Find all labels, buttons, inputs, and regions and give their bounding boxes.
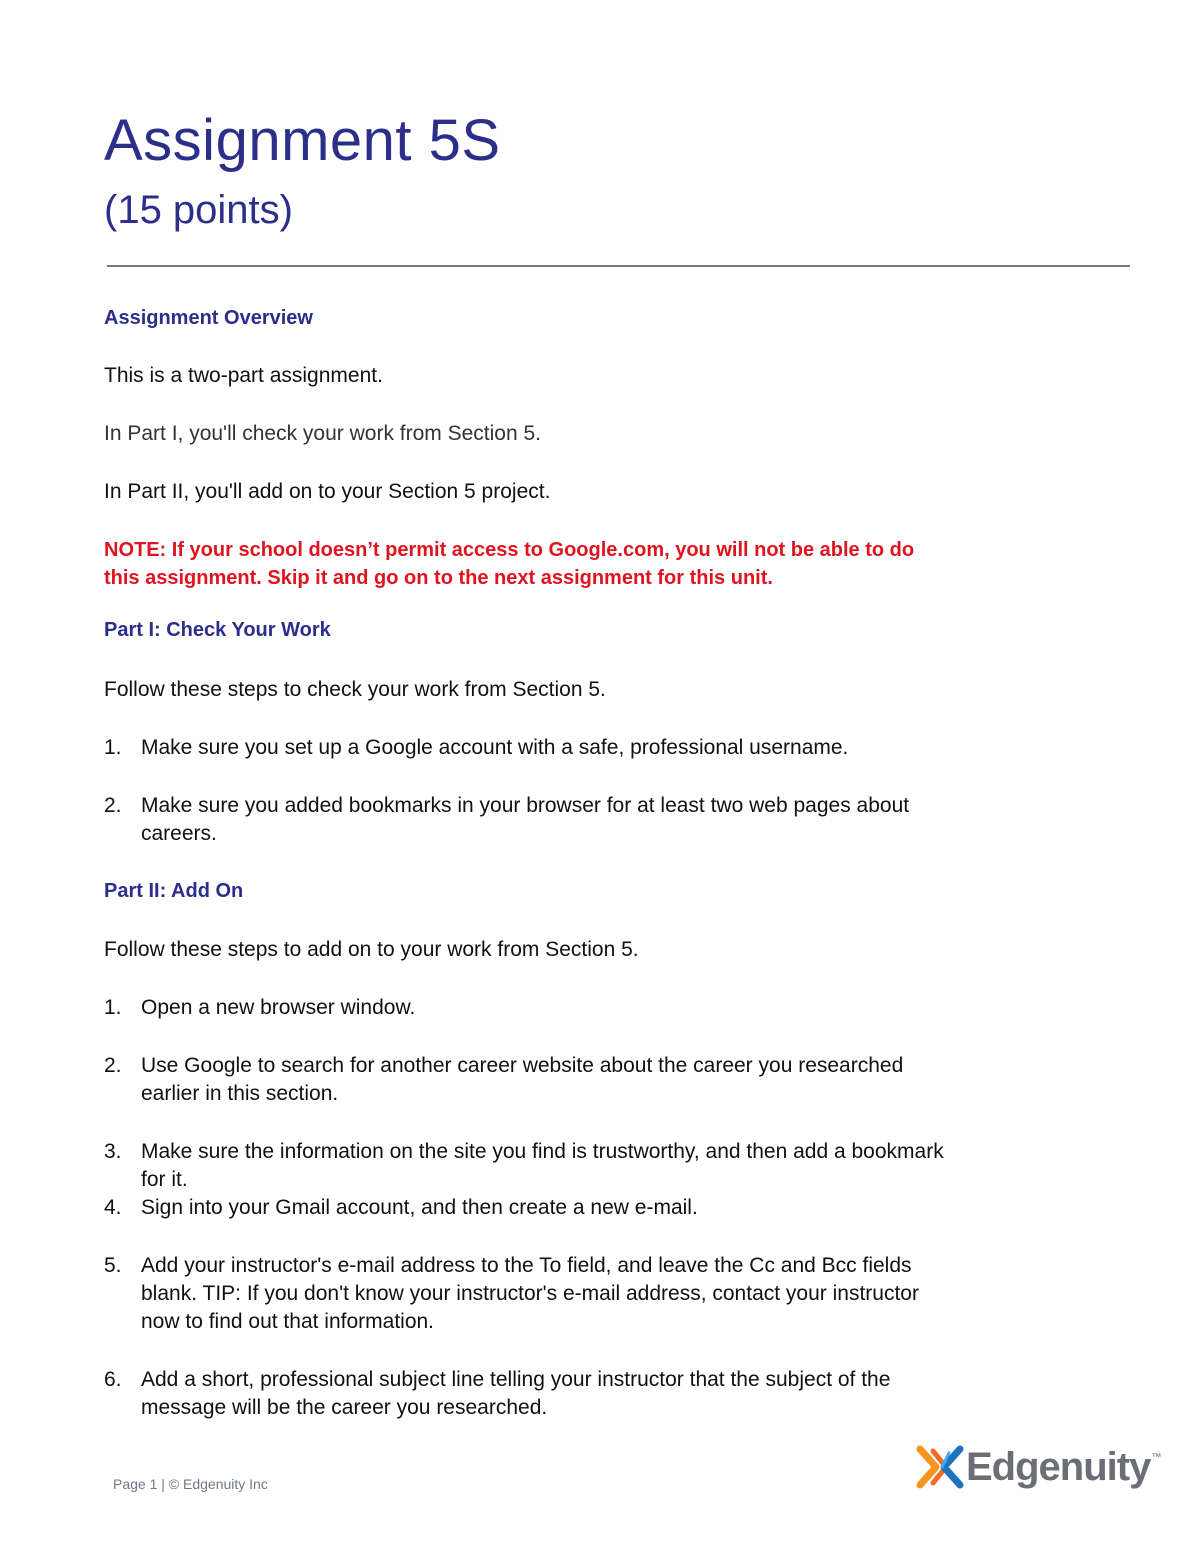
overview-heading: Assignment Overview: [104, 307, 313, 329]
list-number: 6.: [104, 1368, 122, 1391]
list-number: 4.: [104, 1196, 122, 1219]
list-text: careers.: [141, 822, 217, 845]
list-item: [104, 734, 1101, 762]
page-footer: Page 1 | © Edgenuity Inc: [113, 1476, 268, 1492]
list-text: Add a short, professional subject line telling your instructor that the subject of the: [141, 1368, 891, 1391]
list-text: Make sure you added bookmarks in your browser for at least two web pages about: [141, 794, 910, 817]
list-item: [104, 1052, 1101, 1108]
list-item: [104, 792, 1101, 848]
note-line-2: this assignment. Skip it and go on to the next assignment for this unit.: [104, 567, 773, 589]
overview-line-2: In Part I, you'll check your work from Section 5.: [104, 422, 542, 445]
part2-heading: Part II: Add On: [104, 880, 244, 902]
list-text: message will be the career you researched.: [141, 1396, 548, 1419]
list-number: 1.: [104, 996, 122, 1019]
list-number: 3.: [104, 1140, 122, 1163]
overview-line-1: This is a two-part assignment.: [104, 364, 383, 387]
list-number: 2.: [104, 794, 122, 817]
list-text: Make sure you set up a Google account with a safe, professional username.: [141, 736, 849, 759]
list-text: Use Google to search for another career website about the career you researched: [141, 1054, 904, 1077]
list-item: [104, 1138, 1101, 1194]
list-text: now to find out that information.: [141, 1310, 435, 1333]
list-number: 1.: [104, 736, 122, 759]
list-text: Open a new browser window.: [141, 996, 416, 1019]
list-item: [104, 1194, 1101, 1222]
trademark-symbol: ™: [1151, 1452, 1162, 1463]
list-item: [104, 1366, 1101, 1422]
list-text: Add your instructor's e-mail address to the To field, and leave the Cc and Bcc fields: [141, 1254, 912, 1277]
overview-line-3: In Part II, you'll add on to your Section 5 project.: [104, 480, 551, 503]
list-text: Make sure the information on the site you find is trustworthy, and then add a bookmark: [141, 1140, 944, 1163]
edgenuity-logo: [916, 1440, 1161, 1494]
list-number: 2.: [104, 1054, 122, 1077]
list-text: earlier in this section.: [141, 1082, 339, 1105]
points-subtitle: (15 points): [104, 188, 293, 232]
part2-intro: Follow these steps to add on to your work from Section 5.: [104, 938, 639, 961]
logo-wordmark: Edgenuity: [966, 1444, 1151, 1489]
list-text: Sign into your Gmail account, and then create a new e-mail.: [141, 1196, 698, 1219]
list-item: [104, 994, 1101, 1022]
part1-intro: Follow these steps to check your work from Section 5.: [104, 678, 606, 701]
note-block: [104, 536, 1064, 592]
title-divider: [107, 265, 1130, 267]
note-line-1: NOTE: If your school doesn’t permit access to Google.com, you will not be able to do: [104, 539, 915, 561]
page-title: Assignment 5S: [104, 108, 501, 173]
list-text: for it.: [141, 1168, 188, 1191]
list-number: 5.: [104, 1254, 122, 1277]
edgenuity-x-icon: [916, 1445, 964, 1489]
list-text: blank. TIP: If you don't know your instructor's e-mail address, contact your instructor: [141, 1282, 919, 1305]
list-item: [104, 1252, 1101, 1336]
part1-heading: Part I: Check Your Work: [104, 619, 331, 641]
